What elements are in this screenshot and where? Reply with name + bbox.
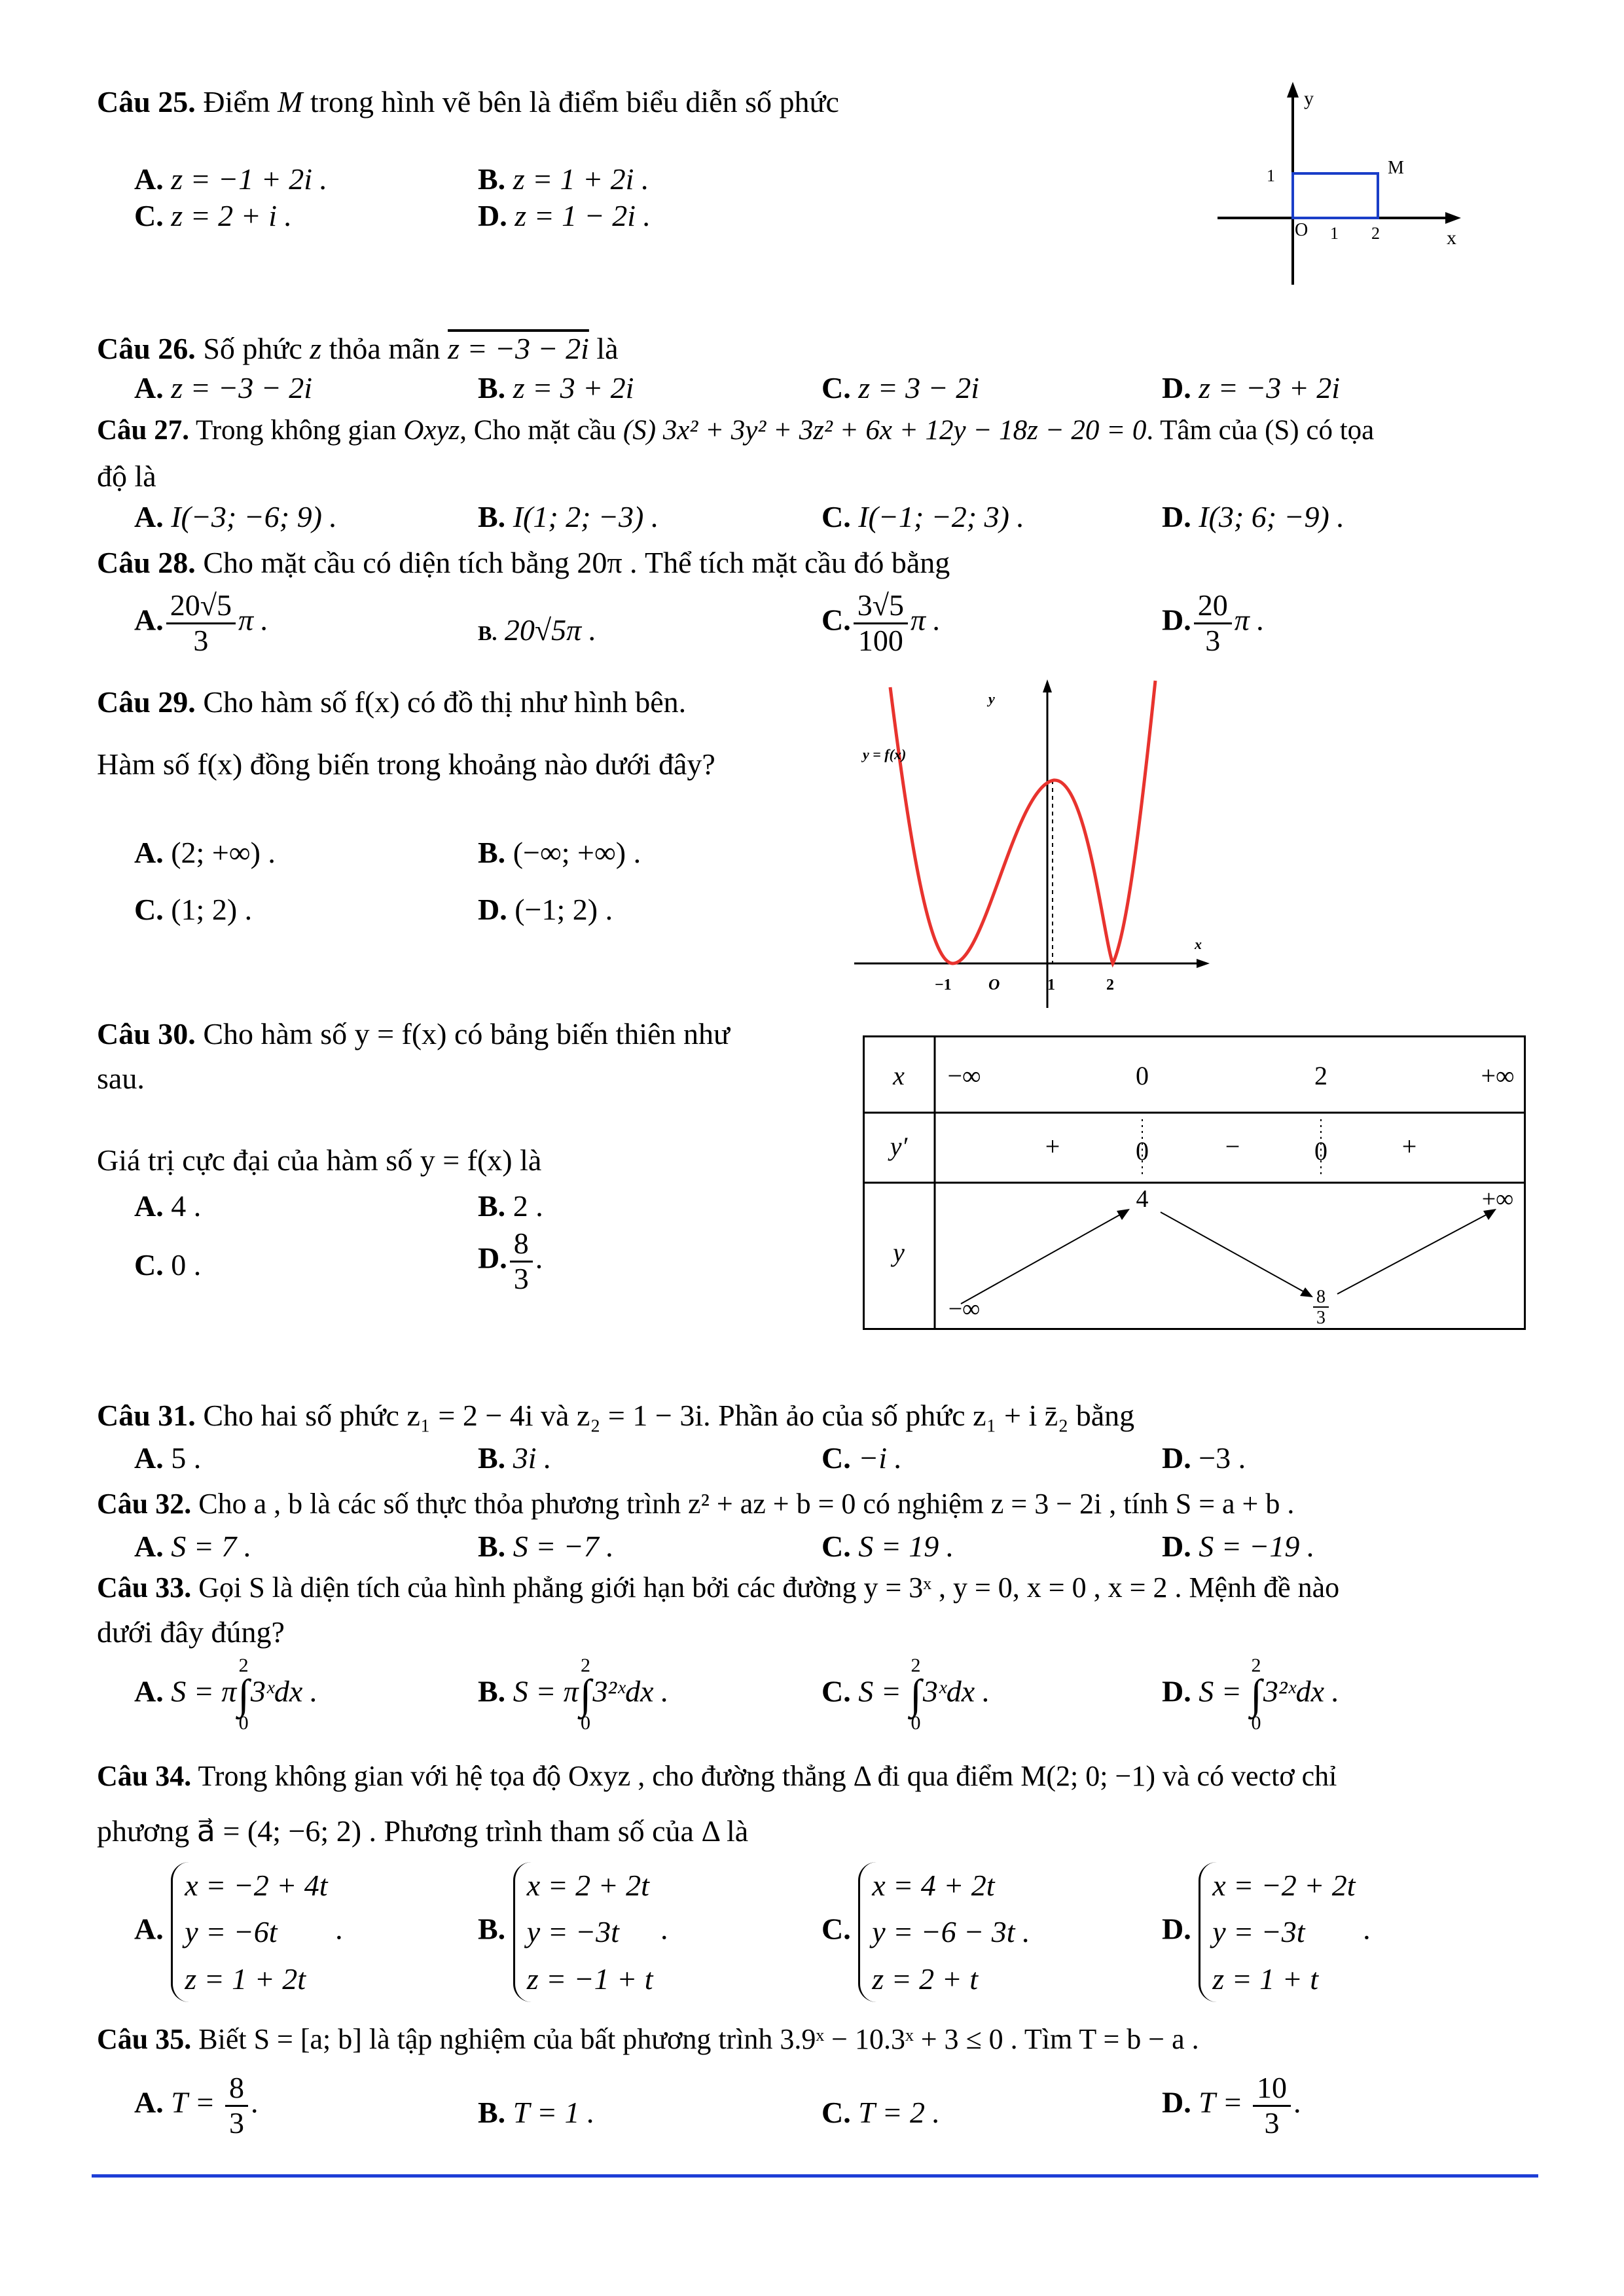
option-text: (−1; 2) . [514, 893, 613, 926]
y-axis-arrow [1043, 679, 1052, 692]
y-right-pos-inf: +∞ [1481, 1185, 1514, 1213]
option-letter: D. [1162, 371, 1191, 404]
stem-text: Biết S = [a; b] là tập nghiệm của bất phương trình 3.9ˣ − 10.3ˣ + 3 ≤ 0 . Tìm T = b − a . [198, 2023, 1199, 2055]
option-text: z = −1 + 2i . [171, 162, 328, 196]
system-row: x = −2 + 2t [1212, 1869, 1356, 1902]
option-letter: B. [478, 836, 506, 869]
numerator: 3√5 [854, 589, 908, 624]
arrow-increase-1 [961, 1212, 1125, 1304]
y-left-neg-inf: −∞ [948, 1295, 981, 1323]
option-letter: D. [1162, 1441, 1191, 1475]
q32-option-d[interactable] [1162, 1528, 1314, 1564]
option-letter: A. [134, 1441, 164, 1475]
option-letter: B. [478, 162, 506, 196]
option-prefix: S = π [171, 1674, 237, 1708]
arrow-head [1117, 1209, 1130, 1220]
equation-system [171, 1862, 327, 2002]
option-letter: A. [134, 500, 164, 533]
integral [1250, 1656, 1262, 1733]
option-letter: A. [134, 1912, 164, 1946]
option-letter: C. [821, 1530, 851, 1563]
option-letter: D. [478, 199, 507, 232]
option-letter: C. [821, 603, 851, 637]
option-text: z = 1 + 2i . [513, 162, 649, 196]
row-label-y: y [893, 1238, 905, 1267]
fraction [854, 589, 908, 657]
option-text: 2 . [513, 1189, 543, 1223]
option-text: 3ˣdx . [922, 1674, 990, 1708]
denominator: 3 [1205, 623, 1221, 657]
question-30-stem [97, 1016, 730, 1052]
x-axis-label: x [1195, 936, 1202, 952]
question-label: Câu 27. [97, 415, 189, 446]
x-val-0: 0 [1136, 1061, 1149, 1090]
option-text: 0 . [171, 1248, 202, 1282]
numerator: 20 [1194, 589, 1232, 624]
q32-option-c[interactable] [821, 1528, 954, 1564]
option-letter: A. [134, 162, 164, 196]
stem-text: Gọi S là diện tích của hình phẳng giới hạn bởi các đường y = 3ˣ , y = 0, x = 0 , x = 2 . Mệnh đề nào [198, 1571, 1340, 1604]
stem-text: Cho hàm số y = f(x) có bảng biến thiên như [203, 1017, 730, 1050]
option-letter: A. [134, 603, 164, 637]
q26-option-b[interactable] [478, 370, 634, 406]
denominator: 100 [857, 623, 903, 657]
question-label: Câu 32. [97, 1488, 192, 1520]
question-33-stem-2: dưới đây đúng? [97, 1615, 285, 1649]
x-val-neg-inf: −∞ [947, 1061, 981, 1090]
q25-option-a[interactable] [134, 161, 327, 197]
option-text: z = 3 + 2i [513, 371, 634, 404]
variable: z [310, 332, 322, 365]
q34-option-a[interactable] [134, 1862, 343, 2002]
option-text: S = 19 . [858, 1530, 954, 1563]
q34-option-b[interactable] [478, 1862, 668, 2002]
q27-option-c[interactable] [821, 499, 1024, 535]
point-m-box [1293, 173, 1378, 218]
y-axis-label: y [988, 691, 995, 707]
option-letter: D. [1162, 1912, 1191, 1946]
dy-zero-2: 0 [1314, 1136, 1327, 1166]
q26-option-c[interactable] [821, 370, 979, 406]
y-max-value: 4 [1136, 1185, 1149, 1213]
option-letter: C. [134, 893, 164, 926]
tick-label-x1: 1 [1330, 224, 1339, 243]
numerator: 10 [1253, 2072, 1291, 2107]
question-34-stem [97, 1759, 1337, 1794]
option-text: I(1; 2; −3) . [513, 500, 659, 533]
q31-option-b[interactable] [478, 1440, 551, 1476]
arrow-increase-2 [1337, 1212, 1491, 1294]
option-letter: B. [478, 1530, 506, 1563]
denominator: 3 [513, 1261, 529, 1295]
option-text: 5 . [171, 1441, 202, 1475]
row-label-dy: y′ [890, 1132, 908, 1161]
point-m-label: M [1388, 158, 1404, 178]
y-axis-arrow [1287, 82, 1299, 98]
denominator: 3 [229, 2106, 245, 2140]
option-text: T = 2 . [858, 2096, 941, 2129]
tick-label-minus1: −1 [935, 977, 952, 994]
question-label: Câu 26. [97, 332, 196, 365]
integral-upper: 2 [238, 1655, 249, 1676]
question-31-stem [97, 1397, 1134, 1433]
q31-option-a[interactable] [134, 1440, 201, 1476]
numerator: 8 [225, 2072, 248, 2107]
question-label: Câu 31. [97, 1399, 196, 1432]
question-label: Câu 33. [97, 1571, 192, 1604]
option-text: z = 1 − 2i . [514, 199, 651, 232]
option-letter: A. [134, 1530, 164, 1563]
q33-option-b[interactable] [478, 1656, 669, 1733]
x-axis-label: x [1447, 227, 1456, 249]
option-letter: C. [134, 1248, 164, 1282]
system-row: y = −3t [1212, 1915, 1305, 1949]
q35-option-c[interactable] [821, 2094, 940, 2130]
option-tail: . [660, 1912, 668, 1946]
dy-zero-1: 0 [1136, 1136, 1149, 1166]
system-row: y = −6t [185, 1915, 278, 1949]
q29-option-a[interactable] [134, 834, 276, 870]
fraction [1194, 589, 1232, 657]
question-27-stem [97, 414, 1374, 448]
option-letter: B. [478, 1674, 506, 1708]
stem-text: Cho hai số phức z₁ = 2 − 4i và z₂ = 1 − 3i. Phần ảo của số phức z₁ + i z̄₂ bằng [203, 1399, 1135, 1432]
option-tail: . [335, 1912, 343, 1946]
option-letter: B. [478, 1912, 506, 1946]
question-label: Câu 34. [97, 1760, 192, 1792]
q33-option-a[interactable] [134, 1656, 317, 1733]
integral-lower: 0 [1251, 1712, 1261, 1734]
system-row: x = −2 + 4t [185, 1869, 328, 1902]
equation-system [858, 1862, 1030, 2002]
q34-option-c[interactable] [821, 1862, 1030, 2002]
arrow-head [1300, 1287, 1313, 1297]
option-text: 3²ˣdx . [592, 1674, 669, 1708]
question-label: Câu 29. [97, 685, 196, 719]
stem-text: là [596, 332, 619, 365]
integral [238, 1656, 249, 1733]
q31-option-c[interactable] [821, 1440, 902, 1476]
option-letter: C. [134, 199, 164, 232]
option-text: −3 . [1199, 1441, 1246, 1475]
question-label: Câu 25. [97, 85, 196, 118]
q25-option-c[interactable] [134, 198, 292, 234]
complex-plane-figure [1211, 75, 1473, 291]
option-letter: B. [478, 500, 506, 533]
option-letter: B. [478, 371, 506, 404]
q29-option-d[interactable] [478, 891, 613, 927]
question-26-stem [97, 331, 619, 367]
option-text: (1; 2) . [171, 893, 253, 926]
tick-label-x2: 2 [1371, 224, 1380, 243]
stem-text: thỏa mãn [329, 332, 441, 365]
question-30-stem-2: sau. [97, 1062, 145, 1095]
option-prefix: T = [171, 2085, 223, 2119]
option-tail: . [1363, 1912, 1371, 1946]
option-letter: B. [478, 2096, 506, 2129]
question-25-stem [97, 84, 839, 120]
q32-option-a[interactable] [134, 1528, 251, 1564]
option-prefix: S = [858, 1674, 909, 1708]
integral-upper: 2 [1251, 1655, 1261, 1676]
question-34-stem-2: phương a⃗ = (4; −6; 2) . Phương trình tham số của Δ là [97, 1814, 749, 1848]
sphere-equation: (S) 3x² + 3y² + 3z² + 6x + 12y − 18z − 20 = 0 [623, 415, 1147, 446]
option-letter: C. [821, 500, 851, 533]
option-tail: . [535, 1241, 543, 1275]
q30-option-c[interactable] [134, 1247, 201, 1283]
variable: M [278, 85, 303, 118]
option-letter: C. [821, 1912, 851, 1946]
q29-option-c[interactable] [134, 891, 252, 927]
option-letter: D. [1162, 1530, 1191, 1563]
stem-text: . Tâm của (S) có tọa [1146, 415, 1375, 446]
option-letter: D. [1162, 603, 1191, 637]
tick-label-1: 1 [1047, 977, 1055, 994]
q28-option-c[interactable] [821, 589, 941, 657]
condition: z = −3 − 2i [448, 332, 589, 365]
numerator: 8 [510, 1227, 533, 1263]
dy-sign-plus-1: + [1045, 1132, 1060, 1161]
option-text: z = −3 + 2i [1199, 371, 1341, 404]
option-letter: C. [821, 2096, 851, 2129]
q28-option-a[interactable] [134, 589, 268, 657]
q33-option-c[interactable] [821, 1656, 990, 1733]
q34-option-d[interactable] [1162, 1862, 1371, 2002]
option-prefix: T = [1199, 2085, 1251, 2119]
q30-option-a[interactable] [134, 1188, 201, 1224]
dy-sign-minus: − [1225, 1132, 1240, 1161]
space-name: Oxyz [403, 415, 460, 446]
dy-sign-plus-2: + [1401, 1132, 1417, 1161]
option-prefix: S = [1199, 1674, 1250, 1708]
variation-table [863, 1035, 1527, 1331]
footer-rule [92, 2174, 1538, 2178]
option-text: 3²ˣdx . [1263, 1674, 1340, 1708]
option-tail: π . [1234, 603, 1265, 637]
option-text: S = −19 . [1199, 1530, 1315, 1563]
fraction [225, 2072, 248, 2140]
q35-option-b[interactable] [478, 2094, 594, 2130]
integral-lower: 0 [238, 1712, 249, 1734]
q25-option-b[interactable] [478, 161, 649, 197]
option-letter: D. [1162, 1674, 1191, 1708]
y-min-denominator: 3 [1316, 1308, 1326, 1328]
option-text: z = 3 − 2i [858, 371, 979, 404]
option-text: 20√5π . [504, 613, 597, 647]
option-letter: D. [478, 1241, 507, 1275]
option-letter: B. [478, 1189, 506, 1223]
tick-label-2: 2 [1106, 977, 1114, 994]
option-letter: A. [134, 2085, 164, 2119]
q28-option-d[interactable] [1162, 589, 1265, 657]
x-axis-arrow [1445, 212, 1461, 224]
option-tail: π . [910, 603, 941, 637]
y-axis-label: y [1304, 88, 1314, 109]
q31-option-d[interactable] [1162, 1440, 1246, 1476]
question-label: Câu 28. [97, 546, 196, 579]
q33-option-d[interactable] [1162, 1656, 1339, 1733]
numerator: 20√5 [166, 589, 236, 624]
system-row: y = −3t [526, 1915, 619, 1949]
option-letter: A. [134, 836, 164, 869]
question-28-stem [97, 545, 950, 581]
option-text: z = 2 + i . [171, 199, 292, 232]
option-text: I(−3; −6; 9) . [171, 500, 337, 533]
question-29-stem-2: Hàm số f(x) đồng biến trong khoảng nào dưới đây? [97, 747, 715, 781]
q32-option-b[interactable] [478, 1528, 614, 1564]
option-letter: C. [821, 1441, 851, 1475]
integral [910, 1656, 922, 1733]
x-val-2: 2 [1314, 1061, 1327, 1090]
function-graph [851, 674, 1218, 1014]
option-letter: A. [134, 1189, 164, 1223]
arrow-decrease [1161, 1212, 1308, 1294]
q25-option-d[interactable] [478, 198, 651, 234]
integral-icon: ∫ [1250, 1671, 1262, 1717]
system-row: x = 2 + 2t [526, 1869, 649, 1902]
option-tail: π . [238, 603, 269, 637]
option-tail: . [251, 2085, 259, 2119]
stem-text: Cho a , b là các số thực thỏa phương trình z² + az + b = 0 có nghiệm z = 3 − 2i , tính S = a + b . [198, 1488, 1295, 1520]
stem-text: Số phức [203, 332, 302, 365]
stem-text: Cho mặt cầu có diện tích bằng 20π . Thể tích mặt cầu đó bằng [203, 546, 950, 579]
option-letter: D. [1162, 500, 1191, 533]
q28-option-b[interactable] [478, 612, 596, 648]
stem-text: trong hình vẽ bên là điểm biểu diễn số phức [310, 85, 839, 118]
question-label: Câu 35. [97, 2023, 192, 2055]
stem-text: Cho hàm số f(x) có đồ thị như hình bên. [203, 685, 687, 719]
system-row: y = −6 − 3t . [872, 1915, 1030, 1949]
q35-option-d[interactable] [1162, 2072, 1301, 2140]
q26-option-a[interactable] [134, 370, 312, 406]
integral-lower: 0 [581, 1712, 591, 1734]
q27-option-d[interactable] [1162, 499, 1344, 535]
option-text: S = 7 . [171, 1530, 252, 1563]
option-text: 4 . [171, 1189, 202, 1223]
integral-icon: ∫ [579, 1671, 592, 1717]
integral-upper: 2 [911, 1655, 921, 1676]
option-text: I(−1; −2; 3) . [858, 500, 1024, 533]
integral-upper: 2 [581, 1655, 591, 1676]
q35-option-a[interactable] [134, 2072, 259, 2140]
option-letter: C. [821, 1674, 851, 1708]
q27-option-b[interactable] [478, 499, 659, 535]
equation-system [513, 1862, 653, 2002]
y-min-numerator: 8 [1316, 1287, 1326, 1307]
option-letter: A. [134, 371, 164, 404]
q27-option-a[interactable] [134, 499, 337, 535]
option-letter: C. [821, 371, 851, 404]
integral [580, 1656, 592, 1733]
option-prefix: S = π [513, 1674, 579, 1708]
curve-f [890, 681, 1155, 963]
q26-option-d[interactable] [1162, 370, 1340, 406]
option-letter: B. [478, 1441, 506, 1475]
question-29-stem [97, 684, 686, 720]
integral-icon: ∫ [238, 1671, 249, 1717]
stem-text: Trong không gian với hệ tọa độ Oxyz , cho đường thẳng Δ đi qua điểm M(2; 0; −1) và có vectơ chỉ [198, 1760, 1337, 1792]
question-label: Câu 30. [97, 1017, 196, 1050]
stem-text: , Cho mặt cầu [460, 415, 617, 446]
system-row: z = 2 + t [872, 1962, 978, 1996]
question-27-stem-2: độ là [97, 459, 156, 493]
option-letter: D. [478, 893, 507, 926]
option-letter: B. [478, 621, 497, 645]
tick-label-y1: 1 [1267, 166, 1275, 185]
option-text: S = −7 . [513, 1530, 614, 1563]
denominator: 3 [193, 623, 209, 657]
option-letter: D. [1162, 2085, 1191, 2119]
fraction [1253, 2072, 1291, 2140]
q29-option-b[interactable] [478, 834, 641, 870]
question-35-stem [97, 2022, 1199, 2057]
option-text: T = 1 . [513, 2096, 595, 2129]
option-text: −i . [858, 1441, 903, 1475]
integral-icon: ∫ [910, 1671, 922, 1717]
option-text: (−∞; +∞) . [513, 836, 641, 869]
denominator: 3 [1264, 2106, 1280, 2140]
option-text: 3ˣdx . [250, 1674, 318, 1708]
origin-label: O [1295, 220, 1308, 240]
integral-lower: 0 [911, 1712, 921, 1734]
option-text: I(3; 6; −9) . [1199, 500, 1344, 533]
question-32-stem [97, 1487, 1294, 1522]
option-text: (2; +∞) . [171, 836, 276, 869]
option-text: z = −3 − 2i [171, 371, 313, 404]
row-label-x: x [893, 1061, 905, 1090]
system-row: z = −1 + t [526, 1962, 653, 1996]
question-33-stem [97, 1571, 1339, 1605]
origin-label: O [988, 977, 1000, 994]
stem-text: Trong không gian [195, 415, 397, 446]
curve-label: y = f(x) [863, 746, 907, 762]
question-30-stem-3: Giá trị cực đại của hàm số y = f(x) là [97, 1143, 542, 1177]
system-row: z = 1 + 2t [185, 1962, 306, 1996]
option-letter: A. [134, 1674, 164, 1708]
fraction [166, 589, 236, 657]
x-val-pos-inf: +∞ [1481, 1061, 1515, 1090]
option-text: 3i . [513, 1441, 552, 1475]
option-tail: . [1293, 2085, 1301, 2119]
system-row: z = 1 + t [1212, 1962, 1318, 1996]
x-axis-arrow [1197, 959, 1210, 968]
stem-text: Điểm [203, 85, 270, 118]
system-row: x = 4 + 2t [872, 1869, 995, 1902]
q30-option-d[interactable] [478, 1227, 543, 1295]
q30-option-b[interactable] [478, 1188, 543, 1224]
equation-system [1199, 1862, 1355, 2002]
fraction [510, 1227, 533, 1295]
